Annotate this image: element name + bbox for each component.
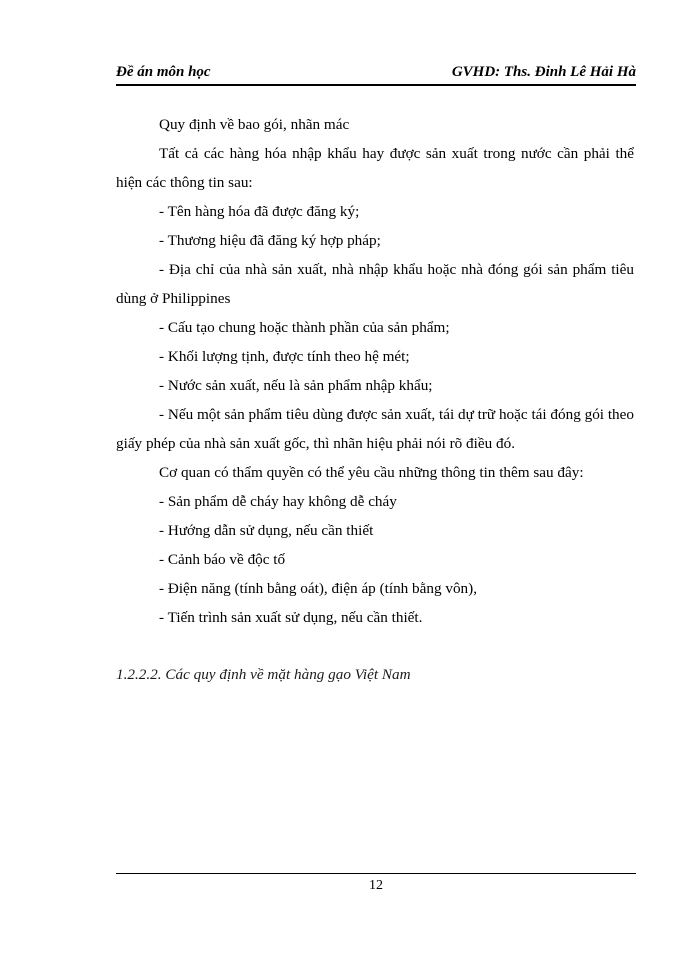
paragraph-heading: Quy định về bao gói, nhãn mác [159, 116, 350, 133]
list-item: - Địa chỉ của nhà sản xuất, nhà nhập khẩu hoặc nhà đóng gói sản phẩm tiêu dùng ở Philippines [116, 261, 634, 307]
list-item: - Nước sản xuất, nếu là sản phẩm nhập khẩu; [159, 377, 433, 394]
header-supervisor: GVHD: Ths. Đinh Lê Hải Hà [451, 64, 636, 80]
list-item: - Tên hàng hóa đã được đăng ký; [159, 203, 360, 220]
list-item: - Cảnh báo về độc tố [159, 551, 286, 568]
list-item: - Sản phẩm dễ cháy hay không dễ cháy [159, 493, 397, 510]
header-course-title: Đề án môn học [116, 64, 211, 80]
page-number: 12 [369, 878, 383, 893]
list-item: - Nếu một sản phẩm tiêu dùng được sản xuất, tái dự trữ hoặc tái đóng gói theo giấy phép của nhà sản xuất gốc, thì nhãn hiệu phải nói rõ điều đó. [116, 406, 634, 452]
document-body [116, 110, 634, 632]
page-header [116, 58, 636, 86]
list-item: - Điện năng (tính bằng oát), điện áp (tính bằng vôn), [159, 580, 478, 597]
section-heading: 1.2.2.2. Các quy định về mặt hàng gạo Việt Nam [116, 666, 411, 683]
list-item: - Hướng dẫn sử dụng, nếu cần thiết [159, 522, 374, 539]
paragraph-additional: Cơ quan có thẩm quyền có thể yêu cầu những thông tin thêm sau đây: [159, 464, 584, 481]
page-footer [116, 873, 636, 894]
list-item: - Cấu tạo chung hoặc thành phần của sản phẩm; [159, 319, 450, 336]
list-item: - Khối lượng tịnh, được tính theo hệ mét; [159, 348, 410, 365]
list-item: - Tiến trình sản xuất sử dụng, nếu cần thiết. [159, 609, 423, 626]
list-item: - Thương hiệu đã đăng ký hợp pháp; [159, 232, 381, 249]
paragraph-intro: Tất cả các hàng hóa nhập khẩu hay được sản xuất trong nước cần phải thể hiện các thông tin sau: [116, 145, 634, 191]
